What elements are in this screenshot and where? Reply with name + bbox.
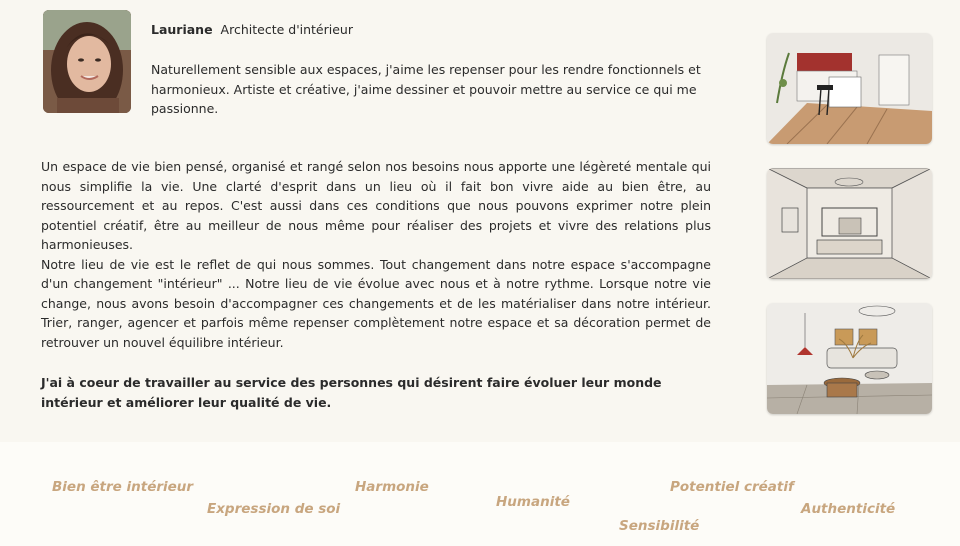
profile-role: Architecte d'intérieur (220, 22, 353, 37)
profile-intro: Naturellement sensible aux espaces, j'aime les repenser pour les rendre fonctionnels et harmonieux. Artiste et créative, j'aime dessiner et pouvoir mettre au service ce qui me passionne. (151, 62, 701, 116)
paragraph-2: Notre lieu de vie est le reflet de qui nous sommes. Tout changement dans notre espace s'accompagne d'un changement "intérieur" ... Notre lieu de vie évolue avec nous et à notre rythme. Lorsque notre vie change, nous avons besoin d'accompagner ces changements et de les matérialiser dans notre intérieur. Trier, ranger, agencer et parfois même repenser complètement notre espace et sa décoration permet de retrouver un nouvel équilibre intérieur. (41, 256, 711, 350)
kitchen-sketch-image (767, 33, 932, 144)
main-text (41, 157, 711, 352)
closing-statement: J'ai à coeur de travailler au service des personnes qui désirent faire évoluer leur monde intérieur et améliorer leur qualité de vie. (41, 375, 662, 410)
paragraph-1: Un espace de vie bien pensé, organisé et rangé selon nos besoins nous apporte une légèreté mentale qui nous simplifie la vie. Une clarté d'esprit dans un lieu où il fait bon vivre aide au bien être, au ressourcement et au repos. C'est aussi dans ces conditions que nous pouvons exprimer notre plein potentiel créatif, être au meilleur de nous même pour réaliser des projets et vivre des relations plus harmonieuses. (41, 159, 711, 252)
profile-photo (43, 10, 131, 113)
value-word: Humanité (496, 494, 570, 510)
value-word: Harmonie (355, 479, 429, 495)
value-word: Authenticité (801, 501, 896, 517)
value-word: Sensibilité (619, 518, 700, 534)
living-room-sketch-image (767, 168, 932, 279)
values-band (0, 442, 960, 546)
value-word: Potentiel créatif (670, 479, 794, 495)
value-word: Expression de soi (207, 501, 341, 517)
value-word: Bien être intérieur (52, 479, 194, 495)
profile-header (151, 22, 353, 37)
lounge-sketch-image (767, 303, 932, 414)
profile-name: Lauriane (151, 22, 213, 37)
